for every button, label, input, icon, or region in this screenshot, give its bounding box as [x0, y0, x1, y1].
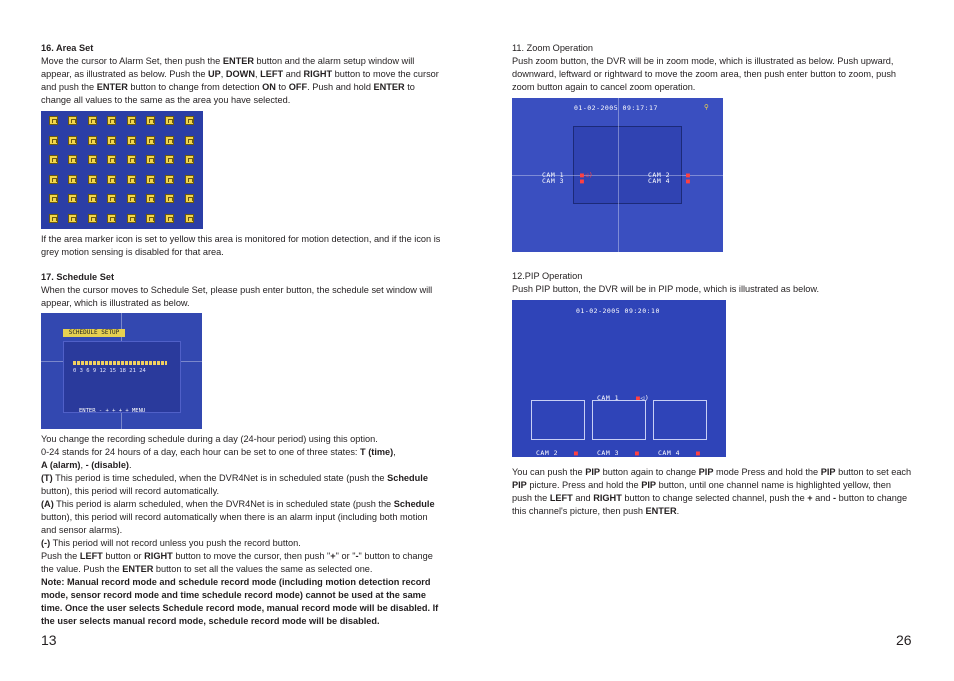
emphasis-text: - [833, 493, 837, 503]
zoom-intro: Push zoom button, the DVR will be in zoom mode, which is illustrated as below. Push upward, downward, leftward or rightward to move the zoom area, then push enter button to zoom, push zoom button again to cancel zoom operation. [512, 56, 897, 92]
area-marker-icon [49, 155, 58, 164]
area-marker-icon [127, 116, 136, 125]
area-marker-icon [107, 155, 116, 164]
area-set-heading: 16. Area Set [41, 43, 94, 53]
body-text: picture. Press and hold the [526, 480, 642, 490]
area-marker-icon [88, 116, 97, 125]
emphasis-text: UP [208, 69, 221, 79]
body-text: You can push the [512, 467, 586, 477]
zoom-cam2-rec-icon: ■ [686, 171, 691, 179]
body-text: and [572, 493, 594, 503]
body-text: Move the cursor to Alarm Set, then push the [41, 56, 223, 66]
area-marker-icon [165, 155, 174, 164]
schedule-set-line [41, 446, 441, 459]
area-marker-icon [49, 116, 58, 125]
area-marker-icon [88, 136, 97, 145]
pip-window-1 [531, 400, 585, 440]
area-marker-icon [146, 136, 155, 145]
page-number-right: 26 [896, 632, 912, 648]
body-text: Push the [41, 551, 80, 561]
area-marker-icon [146, 155, 155, 164]
body-text: 0-24 stands for 24 hours of a day, each hour can be set to one of three states: [41, 447, 361, 457]
page-number-left: 13 [41, 632, 57, 648]
schedule-hours: 0 3 6 9 12 15 18 21 24 [73, 368, 146, 374]
emphasis-text: ENTER [222, 56, 254, 66]
emphasis-text: PIP [698, 467, 714, 477]
area-marker-icon [165, 175, 174, 184]
pip-window-3 [653, 400, 707, 440]
body-text: button to change selected channel, push the [621, 493, 808, 503]
emphasis-text: RIGHT [593, 493, 622, 503]
body-text: This period will not record unless you push the record button. [50, 538, 301, 548]
body-text: , [254, 69, 261, 79]
body-text: " button to change the value. Push the [41, 551, 433, 574]
emphasis-text: Schedule [393, 499, 435, 509]
emphasis-text: OFF [288, 82, 308, 92]
pip-cam1-audio-icon: ■◁) [636, 394, 650, 402]
area-marker-icon [146, 194, 155, 203]
emphasis-text: RIGHT [303, 69, 333, 79]
body-text: and [283, 69, 304, 79]
area-marker-icon [165, 194, 174, 203]
emphasis-text: LEFT [260, 69, 284, 79]
body-text: button, until one channel name is highlighted yellow, then push the [512, 480, 891, 503]
area-marker-icon [127, 175, 136, 184]
area-marker-icon [185, 155, 194, 164]
schedule-footer: ENTER - + + + + MENU [79, 408, 146, 414]
pip-intro: Push PIP button, the DVR will be in PIP mode, which is illustrated as below. [512, 284, 820, 294]
area-marker-icon [185, 194, 194, 203]
area-marker-icon [127, 136, 136, 145]
area-set-intro [41, 55, 441, 107]
body-text: . [676, 506, 680, 516]
pip-cam3-rec-icon: ■ [635, 449, 640, 457]
area-marker-icon [146, 214, 155, 223]
emphasis-text: ENTER [373, 82, 405, 92]
emphasis-text: - (disable) [85, 460, 129, 470]
area-marker-icon [49, 194, 58, 203]
body-text: button to set each [835, 467, 912, 477]
area-marker-icon [88, 155, 97, 164]
area-marker-icon [68, 175, 77, 184]
body-text: button to move the cursor, then push " [172, 551, 331, 561]
emphasis-text: - [355, 551, 359, 561]
body-text: to change all values to the same as the area you have selected. [41, 82, 415, 105]
emphasis-text: DOWN [225, 69, 255, 79]
zoom-indicator-icon: ⚲ [704, 103, 710, 111]
pip-screen [512, 300, 726, 457]
body-text: button to change from detection [127, 82, 263, 92]
emphasis-text: ENTER [122, 564, 154, 574]
pip-cam2-label: CAM 2 [536, 449, 559, 457]
body-text: . Push and hold [307, 82, 374, 92]
schedule-set-note: Note: Manual record mode and schedule record mode (including motion detection record mode, sensor record mode and time schedule record mode) cannot be used at the same time. Once the user selects Schedule record mode, manual record mode will be disabled. If the user selects manual record mode, schedule record mode will be disabled. [41, 577, 439, 626]
right-page [512, 42, 912, 518]
body-text: , [220, 69, 226, 79]
schedule-set-line [41, 537, 441, 550]
schedule-set-body [41, 433, 441, 576]
body-text: button), this period will record automatically when there is an alarm input (including both motion and sensor alarms). [41, 512, 428, 535]
pip-cam2-rec-icon: ■ [574, 449, 579, 457]
area-marker-icon [107, 214, 116, 223]
pip-cam4-label: CAM 4 [658, 449, 681, 457]
emphasis-text: + [330, 551, 336, 561]
area-marker-icon [49, 175, 58, 184]
body-text: . [128, 460, 132, 470]
body-text: " or " [335, 551, 356, 561]
body-text: and [812, 493, 834, 503]
schedule-setup-title: SCHEDULE SETUP [63, 329, 125, 337]
area-marker-icon [68, 214, 77, 223]
area-marker-icon [88, 194, 97, 203]
area-set-screen [41, 111, 203, 229]
schedule-setup-panel [63, 341, 181, 413]
area-marker-icon [146, 175, 155, 184]
area-marker-icon [68, 136, 77, 145]
body-text: , [80, 460, 86, 470]
body-text: button), this period will record automatically. [41, 486, 220, 496]
area-marker-icon [165, 136, 174, 145]
emphasis-text: RIGHT [144, 551, 173, 561]
emphasis-text: PIP [641, 480, 657, 490]
pip-body [512, 466, 912, 518]
area-marker-icon [107, 175, 116, 184]
body-text: to [275, 82, 289, 92]
area-marker-icon [165, 214, 174, 223]
pip-cam1-label: CAM 1 [597, 394, 620, 402]
body-text: You change the recording schedule during a day (24-hour period) using this option. [41, 434, 378, 444]
area-marker-icon [185, 175, 194, 184]
schedule-bar [73, 361, 167, 365]
emphasis-text: (T) [41, 473, 53, 483]
zoom-cam4-label: CAM 4 [648, 177, 671, 185]
area-marker-icon [68, 194, 77, 203]
zoom-cam1-audio-icon: ■◁) [580, 171, 594, 179]
area-marker-icon [146, 116, 155, 125]
emphasis-text: T (time) [360, 447, 394, 457]
schedule-setup-screen [41, 313, 202, 429]
emphasis-text: (A) [41, 499, 54, 509]
emphasis-text: ENTER [96, 82, 128, 92]
schedule-set-line [41, 459, 441, 472]
area-marker-icon [127, 194, 136, 203]
emphasis-text: + [807, 493, 813, 503]
pip-window-2 [592, 400, 646, 440]
zoom-area-rect [573, 126, 682, 204]
emphasis-text: A (alarm) [41, 460, 81, 470]
body-text: button and the alarm setup window will appear, as illustrated as below. Push the [41, 56, 415, 79]
emphasis-text: PIP [820, 467, 836, 477]
pip-heading: 12.PIP Operation [512, 271, 583, 281]
area-marker-icon [49, 136, 58, 145]
emphasis-text: Schedule [387, 473, 428, 483]
pip-cam4-rec-icon: ■ [696, 449, 701, 457]
area-marker-icon [68, 116, 77, 125]
area-set-note: If the area marker icon is set to yellow this area is monitored for motion detection, and if the icon is grey motion sensing is disabled for that area. [41, 234, 441, 257]
zoom-screen [512, 98, 723, 252]
zoom-cam4-rec-icon: ■ [686, 177, 691, 185]
emphasis-text: LEFT [549, 493, 573, 503]
emphasis-text: LEFT [79, 551, 103, 561]
area-marker-icon [185, 214, 194, 223]
schedule-set-line [41, 550, 441, 576]
area-marker-icon [127, 155, 136, 164]
body-text: button again to change [600, 467, 699, 477]
schedule-set-line [41, 433, 441, 446]
body-text: button to change this channel's picture, then push [512, 493, 908, 516]
zoom-cam2-label: CAM 2 [648, 171, 671, 179]
schedule-set-intro: When the cursor moves to Schedule Set, please push enter button, the schedule set window will appear, which is illustrated as below. [41, 285, 433, 308]
area-marker-icon [107, 136, 116, 145]
emphasis-text: PIP [512, 480, 527, 490]
emphasis-text: (-) [41, 538, 51, 548]
body-text: mode Press and hold the [713, 467, 821, 477]
zoom-cam1-label: CAM 1 [542, 171, 565, 179]
zoom-heading: 11. Zoom Operation [512, 43, 594, 53]
area-marker-icon [107, 194, 116, 203]
area-marker-icon [127, 214, 136, 223]
body-text: button to set all the values the same as selected one. [153, 564, 373, 574]
body-text: This period is time scheduled, when the DVR4Net is in scheduled state (push the [52, 473, 388, 483]
area-marker-icon [88, 175, 97, 184]
emphasis-text: ENTER [645, 506, 677, 516]
emphasis-text: PIP [585, 467, 601, 477]
body-text: This period is alarm scheduled, when the DVR4Net is in scheduled state (push the [53, 499, 394, 509]
body-text: button or [102, 551, 145, 561]
area-marker-icon [165, 116, 174, 125]
area-marker-icon [185, 116, 194, 125]
body-text: , [393, 447, 396, 457]
area-marker-icon [107, 116, 116, 125]
zoom-cam3-rec-icon: ■ [580, 177, 585, 185]
schedule-set-line [41, 498, 441, 537]
body-text: button to move the cursor and push the [41, 69, 439, 92]
pip-cam3-label: CAM 3 [597, 449, 620, 457]
zoom-timestamp: 01-02-2005 09:17:17 [574, 104, 658, 112]
schedule-set-heading: 17. Schedule Set [41, 272, 115, 282]
pip-timestamp: 01-02-2005 09:20:10 [576, 307, 660, 315]
area-marker-icon [88, 214, 97, 223]
zoom-cam3-label: CAM 3 [542, 177, 565, 185]
area-marker-icon [68, 155, 77, 164]
schedule-set-line [41, 472, 441, 498]
left-page [41, 42, 441, 628]
area-marker-icon [49, 214, 58, 223]
area-marker-icon [185, 136, 194, 145]
emphasis-text: ON [262, 82, 276, 92]
